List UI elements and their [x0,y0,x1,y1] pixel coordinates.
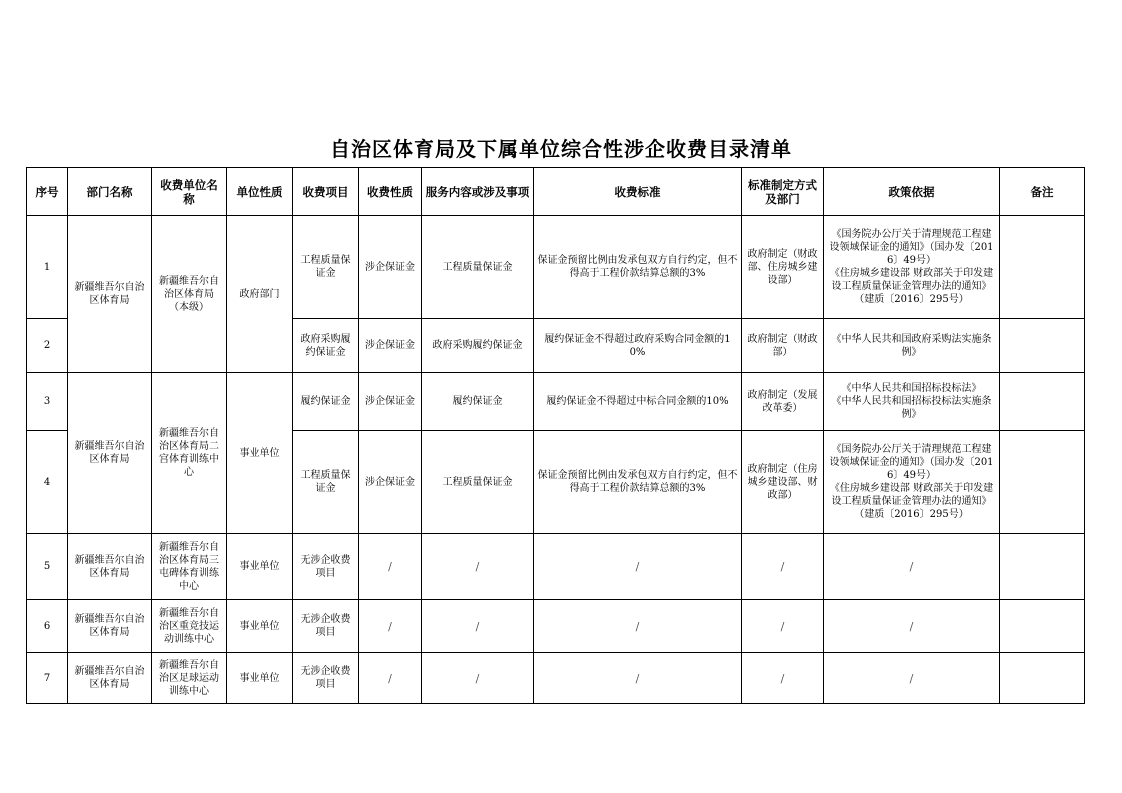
cell-method: / [742,653,824,704]
header-cell-item: 收费项目 [293,168,359,216]
cell-no: 5 [27,534,68,600]
cell-dept: 新疆维吾尔自治区体育局 [68,653,152,704]
cell-standard: / [534,653,742,704]
cell-dept: 新疆维吾尔自治区体育局 [68,373,152,534]
cell-basis: / [824,653,1000,704]
cell-no: 2 [27,319,68,373]
header-cell-method: 标准制定方式及部门 [742,168,824,216]
cell-note [1000,431,1085,534]
cell-note [1000,216,1085,319]
cell-service: 工程质量保证金 [422,216,534,319]
cell-nature: 事业单位 [227,373,293,534]
cell-basis: / [824,534,1000,600]
cell-item: 工程质量保证金 [293,431,359,534]
cell-item: 无涉企收费项目 [293,653,359,704]
cell-service: 政府采购履约保证金 [422,319,534,373]
table-row [27,653,1085,704]
cell-service: 履约保证金 [422,373,534,431]
cell-method: 政府制定（财政部） [742,319,824,373]
cell-unit: 新疆维吾尔自治区体育局（本级） [152,216,227,373]
cell-unit: 新疆维吾尔自治区重竞技运动训练中心 [152,600,227,653]
cell-basis: 《中华人民共和国政府采购法实施条例》 [824,319,1000,373]
table-row [27,373,1085,431]
cell-fee-nature: 涉企保证金 [359,431,422,534]
header-cell-unit: 收费单位名称 [152,168,227,216]
cell-service: / [422,534,534,600]
page-title: 自治区体育局及下属单位综合性涉企收费目录清单 [330,137,792,161]
cell-item: 政府采购履约保证金 [293,319,359,373]
cell-item: 工程质量保证金 [293,216,359,319]
cell-standard: 履约保证金不得超过中标合同金额的10% [534,373,742,431]
cell-fee-nature: 涉企保证金 [359,216,422,319]
cell-standard: / [534,534,742,600]
cell-no: 1 [27,216,68,319]
cell-fee-nature: / [359,534,422,600]
cell-basis: 《国务院办公厅关于清理规范工程建设领域保证金的通知》（国办发〔2016〕49号） 《住房城乡建设部 财政部关于印发建设工程质量保证金管理办法的通知》（建质〔2016〕295号） [824,216,1000,319]
cell-note [1000,600,1085,653]
cell-fee-nature: / [359,653,422,704]
cell-method: 政府制定（发展改革委） [742,373,824,431]
cell-note [1000,653,1085,704]
header-cell-nature: 单位性质 [227,168,293,216]
cell-unit: 新疆维吾尔自治区体育局二宫体育训练中心 [152,373,227,534]
fee-catalog-table [26,167,1085,704]
header-cell-note: 备注 [1000,168,1085,216]
cell-standard: / [534,600,742,653]
cell-service: 工程质量保证金 [422,431,534,534]
cell-item: 履约保证金 [293,373,359,431]
header-cell-no: 序号 [27,168,68,216]
cell-item: 无涉企收费项目 [293,600,359,653]
cell-dept: 新疆维吾尔自治区体育局 [68,534,152,600]
table-row [27,216,1085,319]
cell-unit: 新疆维吾尔自治区足球运动训练中心 [152,653,227,704]
header-cell-service: 服务内容或涉及事项 [422,168,534,216]
cell-method: 政府制定（财政部、住房城乡建设部） [742,216,824,319]
cell-unit: 新疆维吾尔自治区体育局三屯碑体育训练中心 [152,534,227,600]
cell-basis: 《中华人民共和国招标投标法》 《中华人民共和国招标投标法实施条例》 [824,373,1000,431]
header-cell-fee-nature: 收费性质 [359,168,422,216]
cell-fee-nature: / [359,600,422,653]
cell-basis: / [824,600,1000,653]
cell-method: / [742,534,824,600]
cell-no: 7 [27,653,68,704]
header-cell-dept: 部门名称 [68,168,152,216]
cell-dept: 新疆维吾尔自治区体育局 [68,216,152,373]
table-row [27,534,1085,600]
cell-item: 无涉企收费项目 [293,534,359,600]
cell-nature: 事业单位 [227,653,293,704]
cell-method: / [742,600,824,653]
cell-note [1000,534,1085,600]
header-cell-standard: 收费标准 [534,168,742,216]
cell-service: / [422,600,534,653]
cell-nature: 政府部门 [227,216,293,373]
header-cell-basis: 政策依据 [824,168,1000,216]
cell-note [1000,373,1085,431]
cell-no: 6 [27,600,68,653]
table-row [27,600,1085,653]
cell-dept: 新疆维吾尔自治区体育局 [68,600,152,653]
cell-standard: 履约保证金不得超过政府采购合同金额的10% [534,319,742,373]
cell-note [1000,319,1085,373]
cell-fee-nature: 涉企保证金 [359,319,422,373]
cell-no: 4 [27,431,68,534]
cell-nature: 事业单位 [227,534,293,600]
cell-no: 3 [27,373,68,431]
cell-basis: 《国务院办公厅关于清理规范工程建设领域保证金的通知》（国办发〔2016〕49号） 《住房城乡建设部 财政部关于印发建设工程质量保证金管理办法的通知》（建质〔2016〕295号） [824,431,1000,534]
cell-fee-nature: 涉企保证金 [359,373,422,431]
cell-standard: 保证金预留比例由发承包双方自行约定，但不得高于工程价款结算总额的3% [534,216,742,319]
header-row [27,168,1085,216]
cell-service: / [422,653,534,704]
cell-nature: 事业单位 [227,600,293,653]
cell-standard: 保证金预留比例由发承包双方自行约定，但不得高于工程价款结算总额的3% [534,431,742,534]
cell-method: 政府制定（住房城乡建设部、财政部） [742,431,824,534]
